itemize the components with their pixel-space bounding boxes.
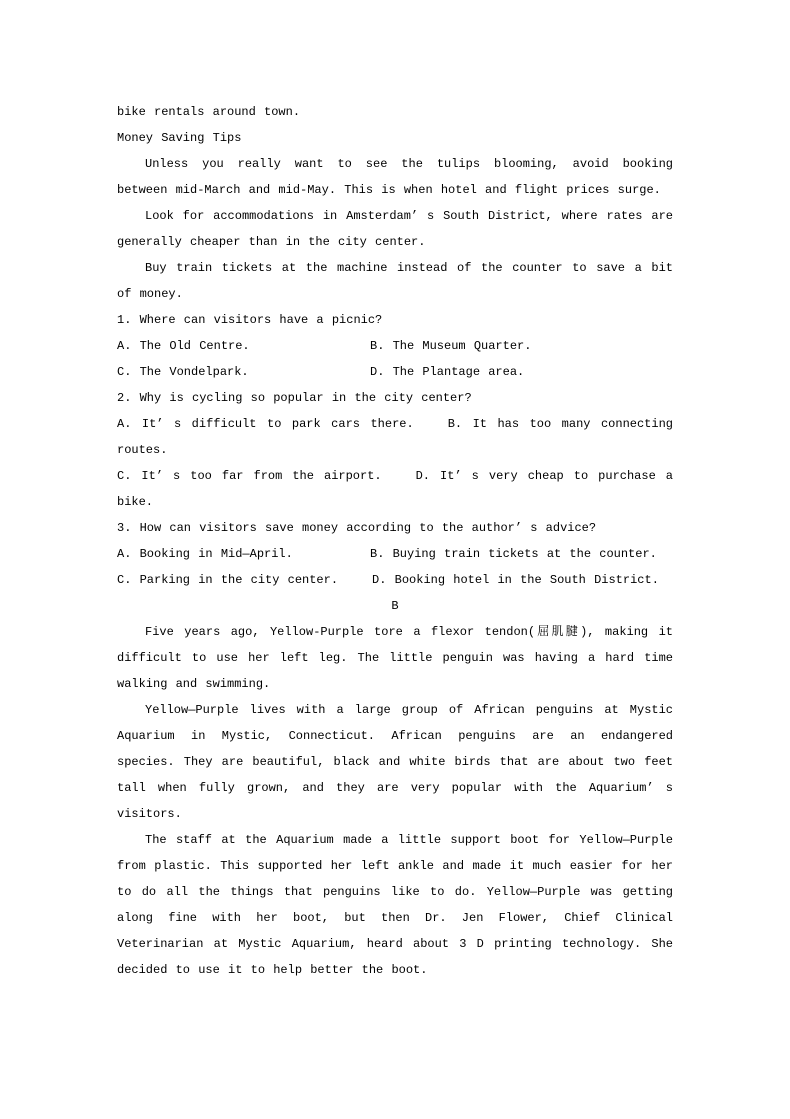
paragraph-penguin-injury: Five years ago, Yellow-Purple tore a flexor tendon(屈肌腱), making it difficult to use her left leg. The little penguin was having a hard time walking and swimming.	[117, 625, 673, 691]
paragraph-tulips-tip: Unless you really want to see the tulips blooming, avoid booking between mid-March and mid-May. This is when hotel and flight prices surge.	[117, 157, 673, 197]
option-q3-a: A. Booking in Mid—April.	[117, 547, 293, 561]
question-2: 2. Why is cycling so popular in the city center?	[117, 391, 472, 405]
options-row-q1-ab	[117, 333, 673, 359]
option-q2-b: B. It has too many connecting routes.	[117, 417, 673, 457]
options-row-q3-ab	[117, 541, 673, 567]
options-row-q3-cd	[117, 567, 673, 593]
option-q3-b: B. Buying train tickets at the counter.	[370, 547, 657, 561]
question-1: 1. Where can visitors have a picnic?	[117, 313, 383, 327]
option-q1-b: B. The Museum Quarter.	[370, 339, 532, 353]
question-3: 3. How can visitors save money according to the author’ s advice?	[117, 521, 597, 535]
option-q3-c: C. Parking in the city center.	[117, 573, 339, 587]
paragraph-train-tickets-tip: Buy train tickets at the machine instead of the counter to save a bit of money.	[117, 261, 673, 301]
option-q3-d: D. Booking hotel in the South District.	[372, 573, 659, 587]
paragraph-continuation-line: bike rentals around town.	[117, 105, 301, 119]
option-q1-c: C. The Vondelpark.	[117, 365, 249, 379]
option-q2-c: C. It’ s too far from the airport.	[117, 469, 382, 483]
option-q1-d: D. The Plantage area.	[370, 365, 525, 379]
option-q1-a: A. The Old Centre.	[117, 339, 250, 353]
options-row-q2-ab	[117, 411, 673, 463]
options-row-q2-cd	[117, 463, 673, 515]
heading-money-saving-tips: Money Saving Tips	[117, 131, 242, 145]
paragraph-penguin-aquarium: Yellow—Purple lives with a large group of African penguins at Mystic Aquarium in Mystic, Connecticut. African penguins are an endangered species. They are beautiful, black and white birds that are about two feet tall when fully grown, and they are very popular with the Aquarium’ s visitors.	[117, 703, 673, 821]
section-label-b: B	[391, 599, 399, 613]
paragraph-accommodations-tip: Look for accommodations in Amsterdam’ s South District, where rates are generally cheaper than in the city center.	[117, 209, 673, 249]
options-row-q1-cd	[117, 359, 673, 385]
option-q2-d: D. It’ s very cheap to purchase a bike.	[117, 469, 674, 509]
option-q2-a: A. It’ s difficult to park cars there.	[117, 417, 414, 431]
paragraph-penguin-boot: The staff at the Aquarium made a little support boot for Yellow—Purple from plastic. This supported her left ankle and made it much easier for her to do all the things that penguins like to do. Yellow—Purple was getting along fine with her boot, but then Dr. Jen Flower, Chief Clinical Veterinarian at Mystic Aquarium, heard about 3 D printing technology. She decided to use it to help better the boot.	[117, 833, 673, 977]
